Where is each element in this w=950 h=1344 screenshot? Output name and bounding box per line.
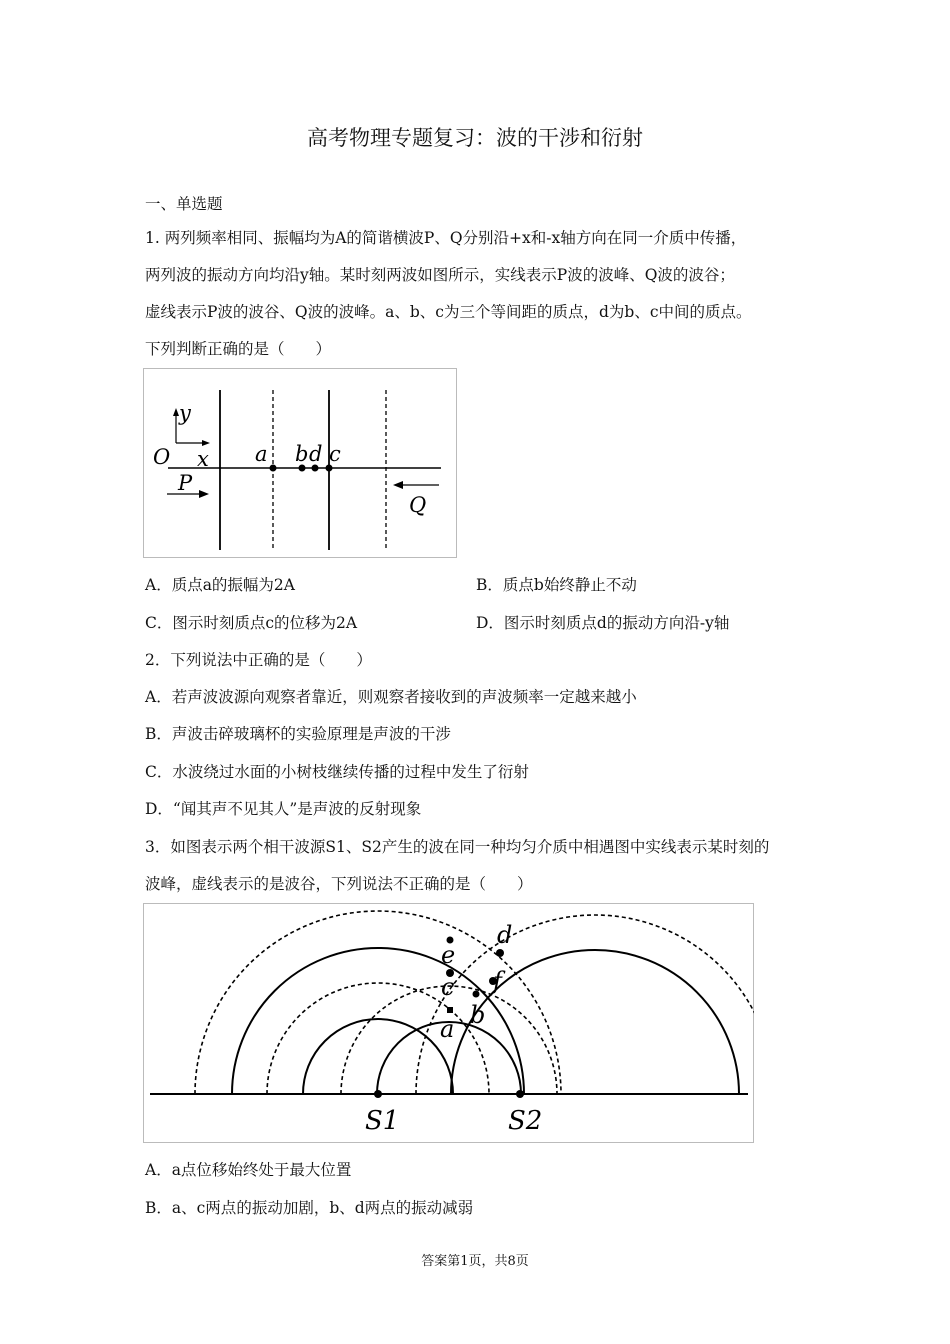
q1-wave-figure bbox=[143, 368, 457, 558]
q1-option-d: D．图示时刻质点d的振动方向沿-y轴 bbox=[476, 614, 730, 632]
q2-stem: 2．下列说法中正确的是（ ） bbox=[145, 651, 372, 669]
q1-option-b: B．质点b始终静止不动 bbox=[476, 576, 637, 594]
q1-label-a: a bbox=[255, 442, 268, 466]
q3-interference-figure bbox=[143, 903, 754, 1143]
q3-label-s1: S1 bbox=[365, 1106, 400, 1136]
q3-stem-line-1: 3．如图表示两个相干波源S1、S2产生的波在同一种均匀介质中相遇图中实线表示某时刻的 bbox=[145, 838, 770, 856]
q1-option-a: A．质点a的振幅为2A bbox=[145, 576, 295, 594]
q1-stem-line-2: 两列波的振动方向均沿y轴。某时刻两波如图所示，实线表示P波的波峰、Q波的波谷； bbox=[145, 266, 735, 284]
q2-option-b: B．声波击碎玻璃杯的实验原理是声波的干涉 bbox=[145, 725, 451, 743]
q1-label-O: O bbox=[153, 445, 171, 469]
q3-label-s2: S2 bbox=[508, 1106, 543, 1136]
q1-label-b: b bbox=[295, 442, 309, 466]
q3-option-a: A．a点位移始终处于最大位置 bbox=[145, 1161, 352, 1179]
q2-option-a: A．若声波波源向观察者靠近，则观察者接收到的声波频率一定越来越小 bbox=[145, 688, 637, 706]
q2-option-c: C．水波绕过水面的小树枝继续传播的过程中发生了衍射 bbox=[145, 763, 529, 781]
q3-label-c: c bbox=[441, 973, 455, 1001]
q1-label-Q: Q bbox=[409, 493, 427, 517]
section-heading: 一、单选题 bbox=[145, 195, 223, 213]
q1-option-c: C．图示时刻质点c的位移为2A bbox=[145, 614, 358, 632]
q3-option-b: B．a、c两点的振动加剧，b、d两点的振动减弱 bbox=[145, 1199, 474, 1217]
q1-label-x: x bbox=[197, 447, 209, 471]
q2-option-d: D．“闻其声不见其人”是声波的反射现象 bbox=[145, 800, 422, 818]
q1-label-c: c bbox=[329, 442, 341, 466]
q3-label-b: b bbox=[470, 1001, 486, 1029]
q1-stem-line-3: 虚线表示P波的波谷、Q波的波峰。a、b、c为三个等间距的质点，d为b、c中间的质点。 bbox=[145, 303, 752, 321]
q3-label-e: e bbox=[441, 941, 456, 969]
q1-label-y: y bbox=[179, 401, 191, 425]
q1-label-P: P bbox=[178, 471, 193, 495]
q3-label-a: a bbox=[440, 1015, 455, 1043]
page-footer: 答案第1页，共8页 bbox=[421, 1254, 529, 1269]
q3-label-f: f bbox=[493, 967, 502, 995]
q3-label-d: d bbox=[497, 921, 513, 949]
q1-stem-line-1: 1. 两列频率相同、振幅均为A的简谐横波P、Q分别沿+x和-x轴方向在同一介质中传播， bbox=[145, 229, 747, 247]
q1-label-d: d bbox=[309, 442, 323, 466]
page-title: 高考物理专题复习：波的干涉和衍射 bbox=[307, 126, 643, 150]
q1-stem-line-4: 下列判断正确的是（ ） bbox=[145, 340, 332, 358]
q3-stem-line-2: 波峰，虚线表示的是波谷，下列说法不正确的是（ ） bbox=[145, 875, 533, 893]
